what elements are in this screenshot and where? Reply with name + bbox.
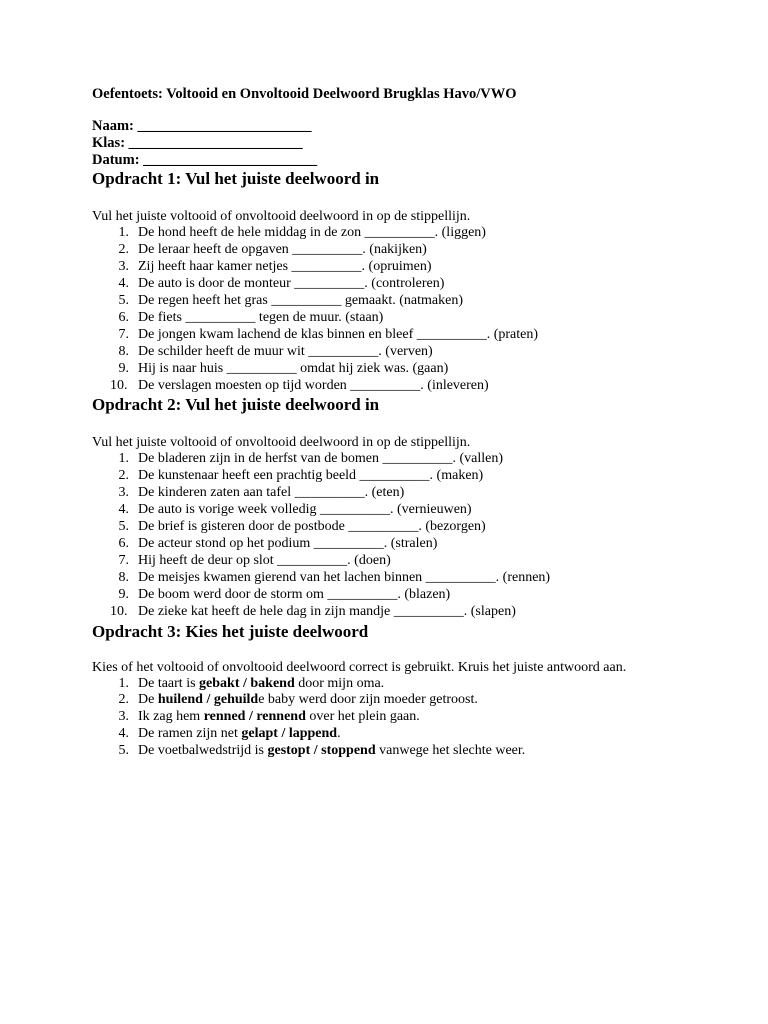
list-item: 3. De kinderen zaten aan tafel __________. (eten): [118, 485, 405, 501]
section-2-heading: Opdracht 2: Vul het juiste deelwoord in: [92, 395, 380, 415]
list-item: 7. Hij heeft de deur op slot __________. (doen): [118, 552, 391, 568]
list-item: 4. De ramen zijn net gelapt / lappend.: [118, 726, 341, 742]
section-1-heading: Opdracht 1: Vul het juiste deelwoord in: [92, 169, 380, 189]
list-item: 9. Hij is naar huis __________ omdat hij ziek was. (gaan): [118, 360, 449, 376]
answer-choice: gebakt / bakend: [199, 675, 295, 691]
section-2-list: [92, 451, 692, 620]
class-field: Klas: ________________________: [92, 134, 303, 151]
section-3-list: [92, 676, 692, 761]
name-field: Naam: ________________________: [92, 118, 312, 134]
list-item: 1. De taart is gebakt / bakend door mijn oma.: [118, 675, 385, 691]
section-2-instruction: Vul het juiste voltooid of onvoltooid deelwoord in op de stippellijn.: [92, 435, 471, 451]
list-item: 6. De fiets __________ tegen de muur. (staan): [118, 309, 384, 325]
list-item: 3. Ik zag hem renned / rennend over het plein gaan.: [118, 709, 420, 725]
list-item: 4. De auto is door de monteur __________. (controleren): [118, 276, 445, 292]
list-item: 9. De boom werd door de storm om __________. (blazen): [118, 586, 451, 602]
list-item: 5. De brief is gisteren door de postbode __________. (bezorgen): [118, 519, 486, 535]
list-item: 2. De leraar heeft de opgaven __________. (nakijken): [118, 242, 427, 258]
list-item: 8. De schilder heeft de muur wit __________. (verven): [118, 343, 433, 359]
answer-choice: gestopt / stoppend: [267, 743, 376, 759]
list-item: 4. De auto is vorige week volledig __________. (vernieuwen): [118, 502, 472, 518]
section-1-instruction: Vul het juiste voltooid of onvoltooid deelwoord in op de stippellijn.: [92, 209, 471, 225]
section-1-list: [92, 225, 692, 394]
answer-choice: huilend / gehuild: [157, 692, 259, 708]
list-item: 1. De bladeren zijn in de herfst van de bomen __________. (vallen): [118, 451, 504, 467]
list-item: 2. De huilend / gehuilde baby werd door zijn moeder getroost.: [118, 692, 478, 708]
list-item: 8. De meisjes kwamen gierend van het lachen binnen __________. (rennen): [118, 569, 551, 585]
worksheet-page: [92, 84, 692, 760]
list-item: 7. De jongen kwam lachend de klas binnen en bleef __________. (praten): [118, 326, 539, 342]
list-item: 10. De zieke kat heeft de hele dag in zijn mandje __________. (slapen): [110, 603, 516, 619]
list-item: 6. De acteur stond op het podium __________. (stralen): [118, 535, 438, 551]
answer-choice: gelapt / lappend: [241, 726, 338, 742]
list-item: 2. De kunstenaar heeft een prachtig beeld __________. (maken): [118, 468, 484, 484]
answer-choice: renned / rennend: [203, 709, 306, 725]
list-item: 1. De hond heeft de hele middag in de zon __________. (liggen): [118, 225, 486, 241]
section-3-heading: Opdracht 3: Kies het juiste deelwoord: [92, 621, 369, 641]
list-item: 5. De voetbalwedstrijd is gestopt / stoppend vanwege het slechte weer.: [118, 743, 526, 759]
list-item: 5. De regen heeft het gras __________ gemaakt. (natmaken): [118, 293, 463, 309]
section-3-instruction: Kies of het voltooid of onvoltooid deelwoord correct is gebruikt. Kruis het juiste antwoord aan.: [92, 659, 627, 675]
date-field: Datum: ________________________: [92, 151, 318, 168]
list-item: 3. Zij heeft haar kamer netjes __________. (opruimen): [118, 259, 432, 275]
student-fields: [92, 118, 692, 168]
document-title: Oefentoets: Voltooid en Onvoltooid Deelwoord Brugklas Havo/VWO: [92, 86, 517, 102]
list-item: 10. De verslagen moesten op tijd worden __________. (inleveren): [110, 377, 489, 393]
